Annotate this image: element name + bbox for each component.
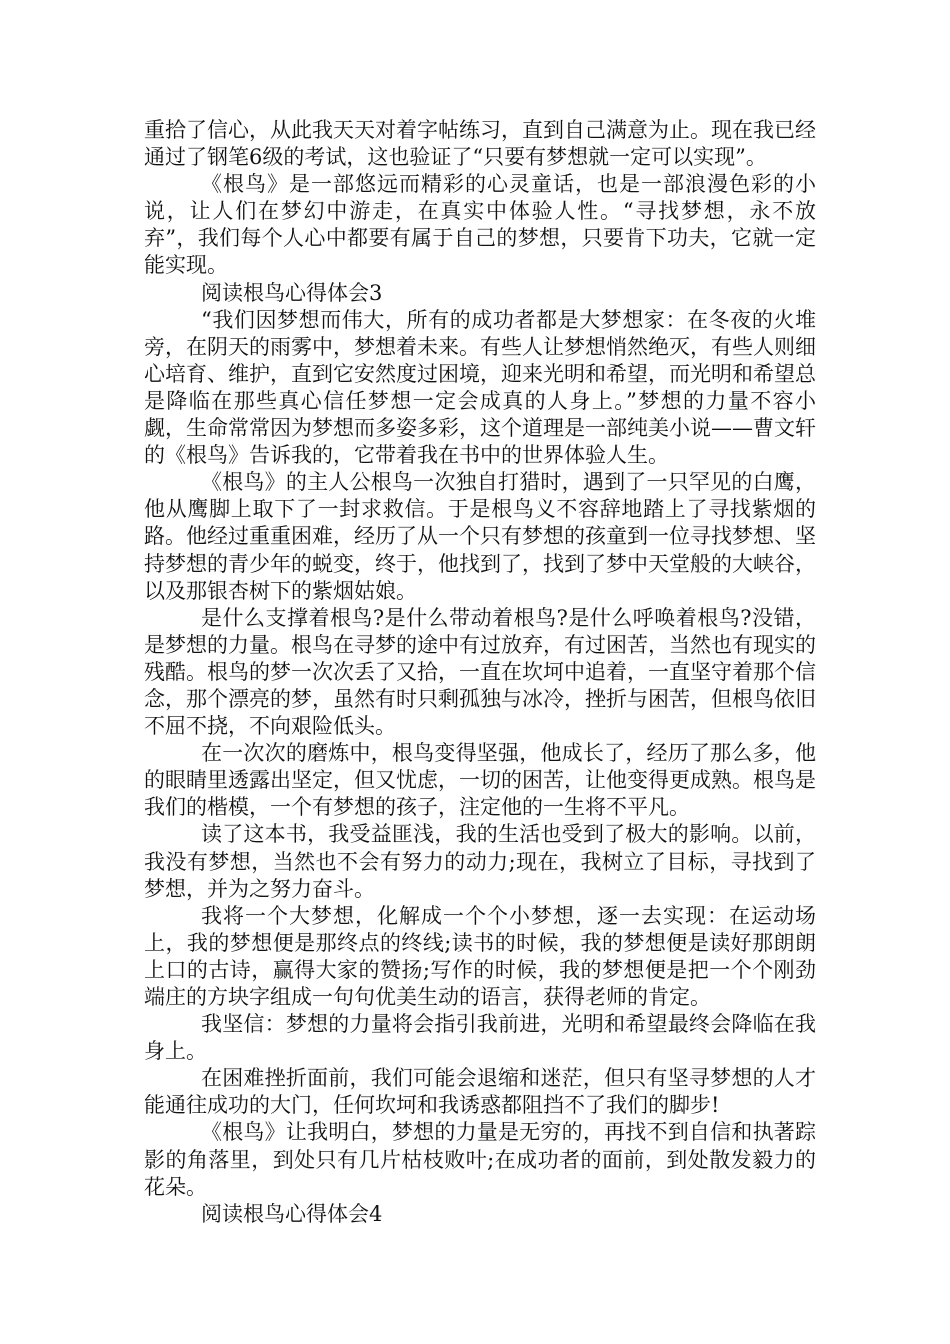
paragraph: 我将一个大梦想，化解成一个个小梦想，逐一去实现：在运动场上，我的梦想便是那终点的终线;读书的时候，我的梦想便是读好那朗朗上口的古诗，赢得大家的赞扬;写作的时候，我的梦想便是把一个个刚劲端庄的方块字组成一句句优美生动的语言，获得老师的肯定。 [144,903,816,1009]
paragraph: 《根鸟》的主人公根鸟一次独自打猎时，遇到了一只罕见的白鹰，他从鹰脚上取下了一封求救信。于是根鸟义不容辞地踏上了寻找紫烟的路。他经过重重困难，经历了从一个只有梦想的孩童到一位寻找梦想、坚持梦想的青少年的蜕变，终于，他找到了，找到了梦中天堂般的大峡谷，以及那银杏树下的紫烟姑娘。 [144,470,816,603]
paragraph: 《根鸟》让我明白，梦想的力量是无穷的，再找不到自信和执著踪影的角落里，到处只有几片枯枝败叶;在成功者的面前，到处散发毅力的花朵。 [144,1120,816,1199]
paragraph: 《根鸟》是一部悠远而精彩的心灵童话，也是一部浪漫色彩的小说，让人们在梦幻中游走，在真实中体验人性。“寻找梦想，永不放弃”，我们每个人心中都要有属于自己的梦想，只要肯下功夫，它就一定能实现。 [144,172,816,278]
document-body [144,117,816,1228]
paragraph: 我坚信：梦想的力量将会指引我前进，光明和希望最终会降临在我身上。 [144,1012,816,1064]
section-heading: 阅读根鸟心得体会4 [201,1201,383,1226]
paragraph: 是什么支撑着根鸟?是什么带动着根鸟?是什么呼唤着根鸟?没错，是梦想的力量。根鸟在寻梦的途中有过放弃，有过困苦，当然也有现实的残酷。根鸟的梦一次次丢了又拾，一直在坎坷中追着，一直坚守着那个信念，那个漂亮的梦，虽然有时只剩孤独与冰冷，挫折与困苦，但根鸟依旧不屈不挠，不向艰险低头。 [144,605,816,739]
paragraph: 在困难挫折面前，我们可能会退缩和迷茫，但只有坚寻梦想的人才能通往成功的大门，任何坎坷和我诱惑都阻挡不了我们的脚步! [144,1066,816,1118]
paragraph-continuation: 重拾了信心，从此我天天对着字帖练习，直到自己满意为止。现在我已经通过了钢笔6级的考试，这也验证了“只要有梦想就一定可以实现”。 [144,118,816,170]
paragraph: 在一次次的磨炼中，根鸟变得坚强，他成长了，经历了那么多，他的眼睛里透露出坚定，但又忧虑，一切的困苦，让他变得更成熟。根鸟是我们的楷模，一个有梦想的孩子，注定他的一生将不平凡。 [144,741,816,820]
paragraph: “我们因梦想而伟大，所有的成功者都是大梦想家：在冬夜的火堆旁，在阴天的雨雾中，梦想着未来。有些人让梦想悄然绝灭，有些人则细心培育、维护，直到它安然度过困境，迎来光明和希望，而光明和希望总是降临在那些真心信任梦想一定会成真的人身上。”梦想的力量不容小觑，生命常常因为梦想而多姿多彩，这个道理是一部纯美小说——曹文轩的《根鸟》告诉我的，它带着我在书中的世界体验人生。 [144,307,816,468]
section-heading: 阅读根鸟心得体会3 [201,280,383,305]
paragraph: 读了这本书，我受益匪浅，我的生活也受到了极大的影响。以前，我没有梦想，当然也不会有努力的动力;现在，我树立了目标，寻找到了梦想，并为之努力奋斗。 [144,822,816,901]
